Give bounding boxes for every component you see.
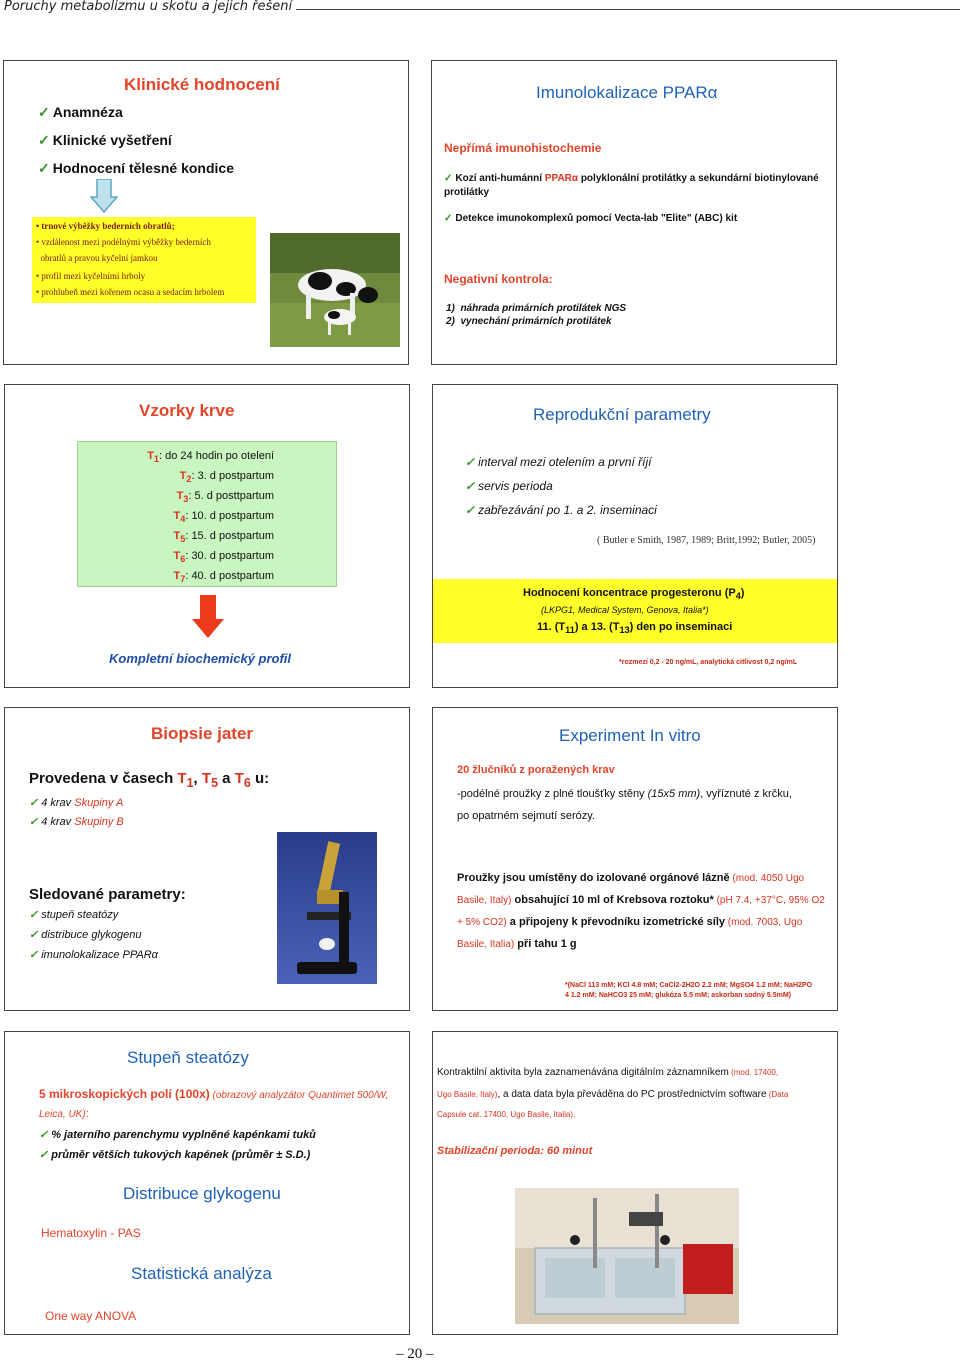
arrow-down-icon — [90, 179, 118, 213]
box-line: • prohlubeň mezi kořenem ocasu a sedacím hrbolem — [36, 287, 225, 297]
arrow-down-icon — [191, 595, 225, 639]
list-item: ✓ Hodnocení tělesné kondice — [38, 160, 234, 176]
list-item: ✓ interval mezi otelením a první říjí — [465, 455, 652, 469]
list-item: ✓ Klinické vyšetření — [38, 132, 172, 148]
check-icon: ✓ — [29, 797, 39, 809]
stabilization-period: Stabilizační perioda: 60 minut — [437, 1145, 593, 1157]
slide-footer: Kompletní biochemický profil — [109, 651, 292, 666]
sampling-time-row: $T_4$: 10. d postpartum — [173, 510, 274, 525]
list-item: ✓ zabřezávání po 1. a 2. inseminaci — [465, 503, 657, 517]
slide-title: Biopsie jater — [151, 724, 254, 743]
box-line: • trnové výběžky bederních obratlů; — [36, 221, 175, 231]
text-line: Kontraktilní aktivita byla zaznamenávána digitálním záznamníkem (mod. 17400, — [437, 1067, 779, 1078]
sampling-time-row: $T_2$: 3. d postpartum — [179, 470, 274, 485]
glycogen-method: Hematoxylin - PAS — [41, 1226, 141, 1240]
text-line: Leica, UK): — [39, 1108, 89, 1120]
check-icon: ✓ — [444, 173, 453, 184]
list-item: ✓ 4 krav Skupiny A — [29, 797, 124, 809]
text-line: 1) náhrada primárních protilátek NGS — [446, 303, 627, 314]
check-icon: ✓ — [29, 929, 39, 941]
sampling-times-box — [77, 441, 337, 587]
page-header — [0, 0, 960, 16]
box-line: • profil mezi kyčelními hrboly — [36, 271, 146, 281]
text-line: protilátky — [444, 187, 490, 198]
check-icon: ✓ — [444, 213, 453, 224]
slide-subtitle: 20 žlučníků z poražených krav — [457, 764, 615, 776]
check-icon: ✓ — [29, 909, 39, 921]
check-icon: ✓ — [39, 1149, 49, 1161]
box-line: Hodnocení koncentrace progesteronu $(P_4)$ — [523, 587, 745, 602]
sampling-time-row: $T_5$: 15. d postpartum — [173, 530, 274, 545]
list-item: ✓ imunolokalizace PPARα — [29, 949, 158, 961]
text-line: 2) vynechání primárních protilátek — [446, 316, 612, 327]
text-line: Capsule cat. 17400, Ugo Basile, Italia). — [437, 1110, 576, 1119]
text-line: Basile, Italia) při tahu 1 g — [457, 938, 577, 950]
text-line: -podélné proužky z plné tloušťky stěny (15x5 mm), vyříznuté z krčku, — [457, 788, 792, 800]
references: ( Butler e Smith, 1987, 1989; Britt,1992; Butler, 2005) — [597, 535, 816, 546]
progesterone-box — [433, 579, 837, 643]
biopsy-times: Provedena v časech $T_1$, $T_5$ a $T_6$ u: — [29, 770, 270, 790]
params-title: Sledované parametry: — [29, 886, 186, 903]
slide-immunolocalization — [431, 60, 837, 365]
statistics-title: Statistická analýza — [131, 1264, 272, 1283]
footnote: *(NaCl 113 mM; KCl 4.8 mM; CaCl2-2H2O 2.2 mM; MgSO4 1.2 mM; NaH2PO — [565, 982, 813, 989]
box-line: obratlů a pravou kyčelní jamkou — [36, 253, 158, 263]
slide-title: Imunolokalizace PPARα — [536, 83, 718, 102]
header-title: Poruchy metabolizmu u skotu a jejich řešení — [4, 0, 296, 14]
list-item: ✓ 4 krav Skupiny B — [29, 816, 124, 828]
footnote: *rozmezí 0,2 - 20 ng/mL, analytická citlivost 0,2 ng/mL — [619, 659, 798, 666]
text-line: Ugo Basile, Italy), a data data byla převáděna do PC prostřednictvím software (Data — [437, 1089, 789, 1100]
list-item: ✓ Anamnéza — [38, 104, 123, 120]
body-condition-box — [32, 217, 256, 303]
text-line: po opatrném sejmutí serózy. — [457, 810, 595, 822]
sampling-time-row: $T_7$: 40. d postpartum — [173, 570, 274, 585]
text-line: ✓ Detekce imunokomplexů pomocí Vecta-lab "Elite" (ABC) kit — [444, 213, 738, 224]
slide-title: Experiment In vitro — [559, 726, 701, 745]
list-item: ✓ stupeň steatózy — [29, 909, 119, 921]
lab-equipment-photo — [515, 1188, 739, 1324]
slide-steatosis-degree — [4, 1031, 410, 1335]
list-item: ✓ průměr větších tukových kapének (průměr ± S.D.) — [39, 1149, 311, 1161]
slide-title: Klinické hodnocení — [124, 75, 280, 94]
check-icon: ✓ — [465, 479, 476, 493]
footnote: 4 1.2 mM; NaHCO3 25 mM; glukóza 5.5 mM; askorban sodný 5.5mM) — [565, 992, 792, 999]
slide-reproduction-parameters — [432, 384, 838, 688]
text-line: + 5% CO2) a připojeny k převodníku izometrické síly (mod. 7003, Ugo — [457, 916, 803, 928]
slide-title: Reprodukční parametry — [533, 405, 711, 424]
check-icon: ✓ — [465, 455, 476, 469]
slide-blood-samples — [4, 384, 410, 688]
text-line: Basile, Italy) obsahující 10 ml of Krebsova roztoku* (pH 7.4, +37°C, 95% O2 — [457, 894, 825, 906]
sampling-time-row: $T_1$: do 24 hodin po otelení — [147, 450, 274, 465]
check-icon: ✓ — [29, 949, 39, 961]
glycogen-title: Distribuce glykogenu — [123, 1184, 281, 1203]
list-item: ✓ servis perioda — [465, 479, 553, 493]
box-line: • vzdálenost mezi podélnými výběžky bederních — [36, 237, 211, 247]
text-line: ✓ Kozí anti-humánní PPARα polyklonální protilátky a sekundární biotinylované — [444, 173, 819, 184]
check-icon: ✓ — [38, 132, 50, 148]
statistics-method: One way ANOVA — [45, 1309, 137, 1323]
slide-clinical-evaluation — [3, 60, 409, 365]
check-icon: ✓ — [29, 816, 39, 828]
microscope-photo — [277, 832, 377, 984]
box-line: (LKPG1, Medical System, Genova, Italia*) — [541, 605, 709, 615]
page-number: – 20 – — [396, 1346, 434, 1362]
slide-subtitle: Nepřímá imunohistochemie — [444, 141, 602, 155]
check-icon: ✓ — [39, 1129, 49, 1141]
sampling-time-row: $T_6$: 30. d postpartum — [173, 550, 274, 565]
sampling-time-row: $T_3$: 5. d posttpartum — [176, 490, 274, 505]
box-line: 11. $(T_{11})$ a 13. $(T_{13})$ den po inseminaci — [537, 621, 733, 636]
slide-title: Vzorky krve — [139, 401, 235, 420]
text-line: 5 mikroskopických polí (100x) (obrazový analyzátor Quantimet 500/W, — [39, 1087, 389, 1101]
cow-photo — [270, 233, 400, 347]
slide-in-vitro-experiment — [432, 707, 838, 1011]
check-icon: ✓ — [465, 503, 476, 517]
text-line: Proužky jsou umístěny do izolované orgánové lázně (mod. 4050 Ugo — [457, 872, 805, 884]
check-icon: ✓ — [38, 104, 50, 120]
header-rule — [240, 9, 960, 10]
check-icon: ✓ — [38, 160, 50, 176]
slide-title: Stupeň steatózy — [127, 1048, 249, 1067]
negative-control-title: Negativní kontrola: — [444, 272, 553, 286]
slide-contractile-activity — [432, 1031, 838, 1335]
list-item: ✓ distribuce glykogenu — [29, 929, 142, 941]
slide-liver-biopsy — [4, 707, 410, 1011]
list-item: ✓ % jaterního parenchymu vyplněné kapénkami tuků — [39, 1129, 316, 1141]
